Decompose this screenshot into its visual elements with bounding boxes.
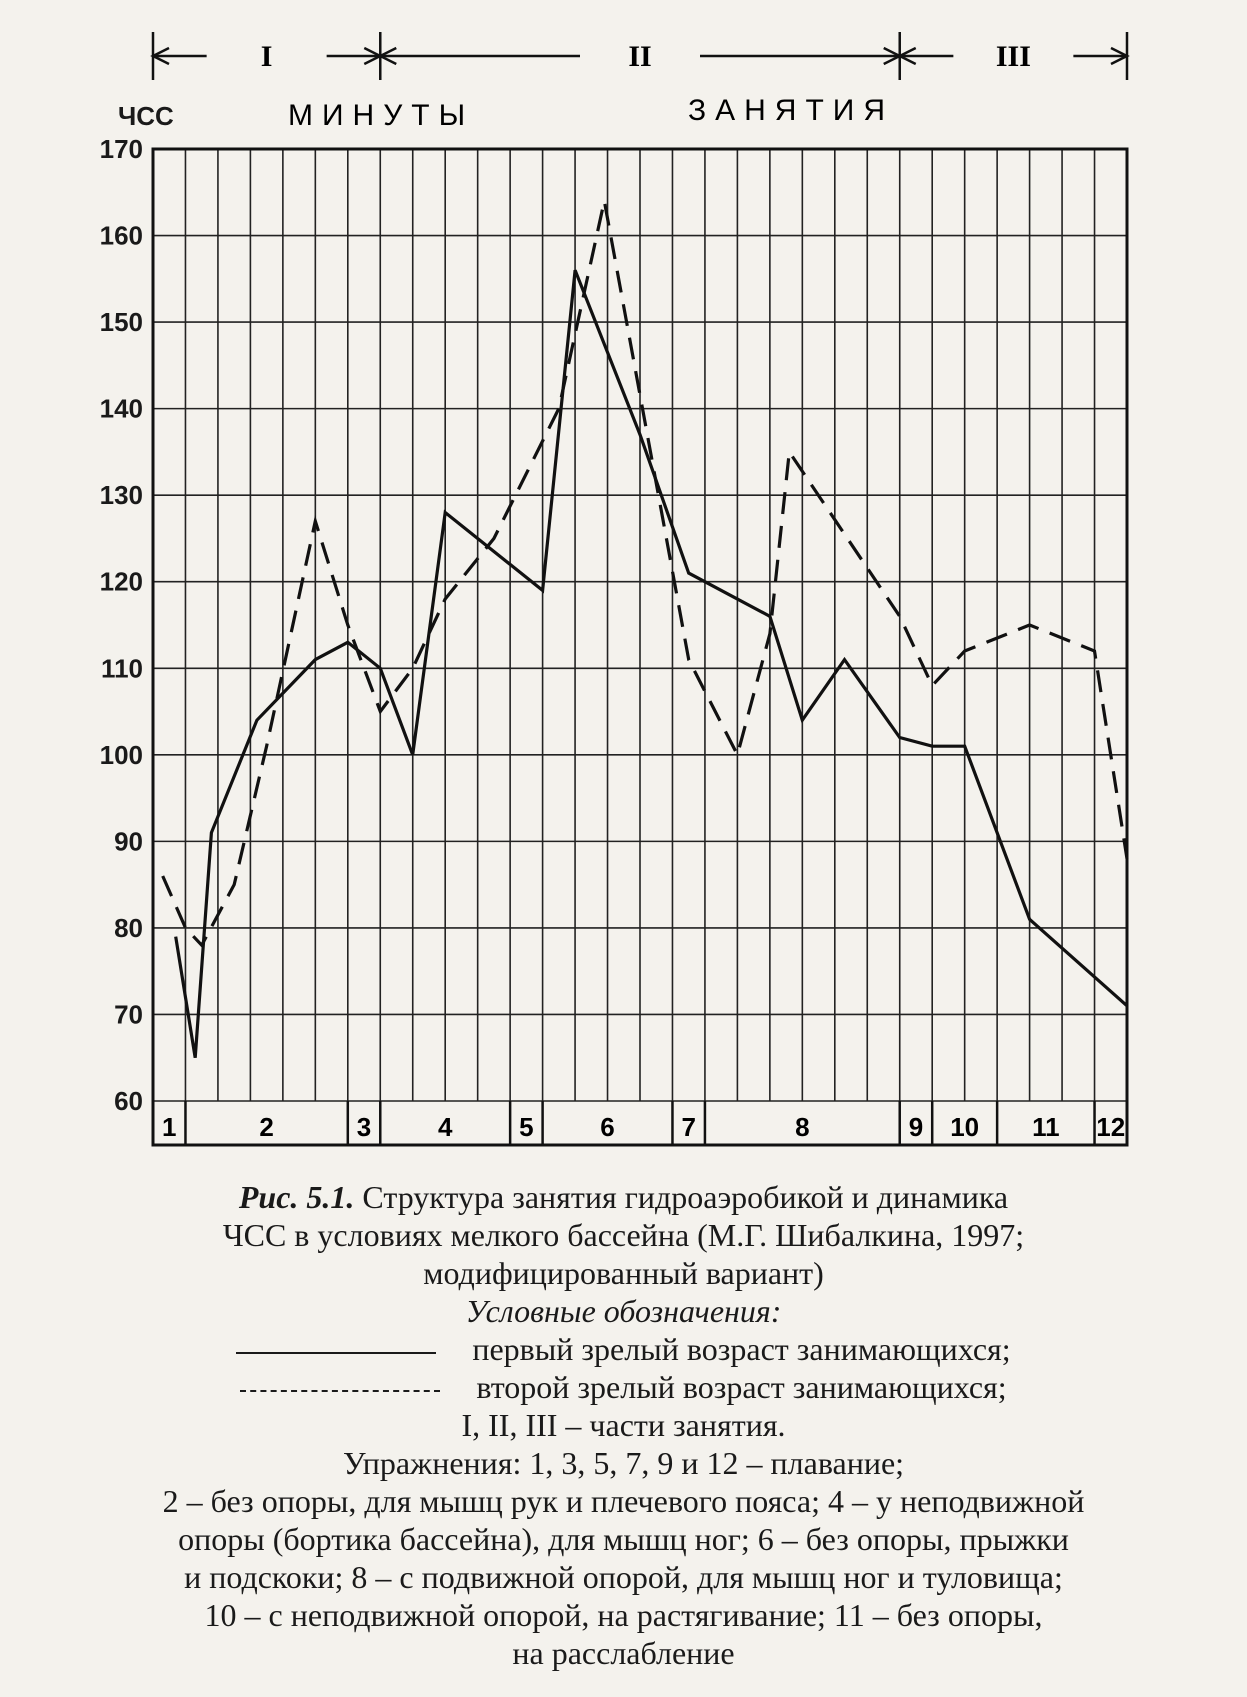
exercise-label-1: 1 xyxy=(161,1112,177,1142)
y-tick-label-160: 160 xyxy=(99,220,143,251)
y-axis xyxy=(100,134,143,1116)
y-tick-label-90: 90 xyxy=(114,826,143,857)
y-tick-label-130: 130 xyxy=(99,480,143,511)
exercise-label-11: 11 xyxy=(1032,1112,1060,1142)
exercise-label-2: 2 xyxy=(259,1112,274,1142)
legend-dashed xyxy=(0,1368,1247,1406)
exercise-notes-5: 10 – с неподвижной опорой, на растягивание; 11 – без опоры, xyxy=(204,1597,1043,1633)
series-line-first-age xyxy=(176,270,1127,1057)
exercise-notes-6: на расслабление xyxy=(512,1635,735,1671)
exercise-label-10: 10 xyxy=(950,1112,980,1142)
figure-number: Рис. 5.1. xyxy=(238,1179,355,1215)
y-tick-label-80: 80 xyxy=(114,912,143,943)
exercise-notes-1: Упражнения: 1, 3, 5, 7, 9 и 12 – плавание; xyxy=(342,1445,905,1481)
chart-grid xyxy=(153,149,1127,1145)
exercise-label-12: 12 xyxy=(1096,1112,1126,1142)
legend-solid-swatch xyxy=(236,1352,436,1354)
y-tick-label-100: 100 xyxy=(99,739,143,770)
legend-dashed-swatch xyxy=(240,1390,440,1392)
exercise-strip xyxy=(153,1101,1125,1145)
legend-solid xyxy=(0,1330,1247,1368)
part-label-III: III xyxy=(995,40,1031,73)
legend-parts: I, II, III – части занятия. xyxy=(461,1407,786,1443)
caption-title-1: Структура занятия гидроаэробикой и динамика xyxy=(354,1179,1009,1215)
caption-title-3: модифицированный вариант) xyxy=(423,1255,824,1291)
y-tick-label-150: 150 xyxy=(99,307,143,338)
y-tick-label-140: 140 xyxy=(99,393,143,424)
figure-caption xyxy=(0,1178,1247,1672)
lesson-parts-bar xyxy=(153,32,1127,80)
legend-solid-label: первый зрелый возраст занимающихся; xyxy=(472,1331,1011,1367)
part-label-II: II xyxy=(628,40,652,73)
exercise-notes-3: опоры (бортика бассейна), для мышц ног; 6 – без опоры, прыжки xyxy=(178,1521,1069,1557)
exercise-label-5: 5 xyxy=(519,1112,534,1142)
exercise-label-9: 9 xyxy=(908,1112,924,1142)
y-tick-label-60: 60 xyxy=(114,1086,143,1116)
exercise-label-8: 8 xyxy=(795,1112,810,1142)
caption-title-line-1 xyxy=(0,1178,1247,1216)
exercise-label-6: 6 xyxy=(600,1112,615,1142)
exercise-notes-4: и подскоки; 8 – с подвижной опорой, для мышц ног и туловища; xyxy=(184,1559,1063,1595)
exercise-label-4: 4 xyxy=(437,1112,453,1142)
y-tick-label-170: 170 xyxy=(99,134,143,164)
y-axis-label: ЧСС xyxy=(118,101,174,131)
series-lines xyxy=(163,201,1127,1058)
x-axis-label-minutes: МИНУТЫ xyxy=(288,99,475,132)
x-axis-label-lesson: ЗАНЯТИЯ xyxy=(688,94,895,127)
legend-title: Условные обозначения: xyxy=(465,1293,782,1329)
legend-dashed-label: второй зрелый возраст занимающихся; xyxy=(476,1369,1007,1405)
exercise-label-7: 7 xyxy=(681,1112,696,1142)
caption-title-2: ЧСС в условиях мелкого бассейна (М.Г. Шибалкина, 1997; xyxy=(222,1217,1025,1253)
part-label-I: I xyxy=(260,40,273,73)
y-tick-label-70: 70 xyxy=(114,999,143,1030)
series-line-second-age xyxy=(163,201,1127,945)
exercise-label-3: 3 xyxy=(356,1112,372,1142)
exercise-notes-2: 2 – без опоры, для мышц рук и плечевого пояса; 4 – у неподвижной xyxy=(162,1483,1085,1519)
y-tick-label-110: 110 xyxy=(101,653,143,684)
y-tick-label-120: 120 xyxy=(99,566,143,597)
